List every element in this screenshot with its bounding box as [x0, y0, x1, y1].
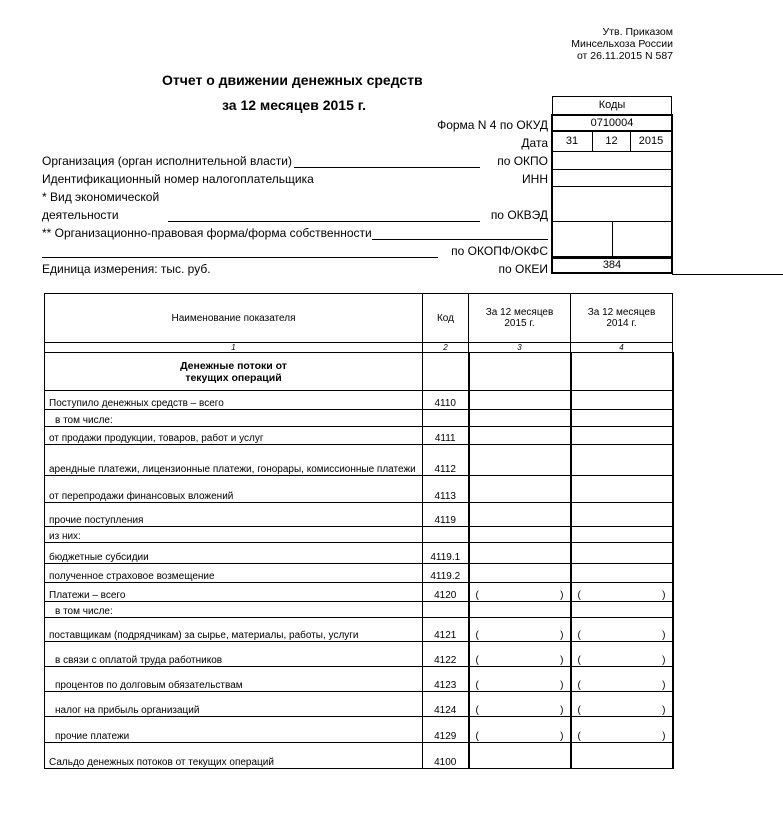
date-year[interactable]: 2015 — [638, 135, 664, 147]
table-row — [45, 667, 673, 692]
value-2015[interactable] — [469, 602, 571, 618]
legal-form-input-line-2[interactable] — [42, 257, 438, 258]
legal-form-label: ** Организационно-правовая форма/форма собственности — [42, 226, 372, 240]
table-row — [45, 445, 673, 476]
value-2014[interactable] — [571, 427, 673, 445]
header-2014 — [571, 294, 673, 343]
okved-cell[interactable] — [551, 187, 673, 222]
paren-wrapper — [578, 590, 666, 601]
value-2015[interactable] — [469, 618, 571, 642]
header-code: Код — [423, 294, 469, 343]
table-row — [45, 543, 673, 564]
page-edge-line — [672, 274, 783, 275]
paren-wrapper — [476, 655, 564, 666]
paren-close: ) — [560, 655, 564, 666]
org-label: Организация (орган исполнительной власти) — [42, 154, 292, 168]
row-name: в том числе: — [45, 602, 423, 618]
row-code: 4119.2 — [423, 564, 469, 583]
inn-text: Идентификационный номер налогоплательщика — [42, 172, 314, 186]
paren-close: ) — [662, 630, 666, 641]
paren-close: ) — [560, 705, 564, 716]
row-code — [423, 527, 469, 543]
value-2015[interactable] — [469, 583, 571, 602]
value-2014[interactable] — [571, 391, 673, 410]
value-2015[interactable] — [469, 353, 571, 391]
row-code: 4119.1 — [423, 543, 469, 564]
paren-close: ) — [560, 731, 564, 742]
value-2014[interactable] — [571, 564, 673, 583]
table-row — [45, 618, 673, 642]
row-name: из них: — [45, 527, 423, 543]
value-2015[interactable] — [469, 667, 571, 692]
paren-close: ) — [560, 590, 564, 601]
divider — [612, 222, 613, 257]
approval-note — [571, 26, 673, 62]
row-name: поставщикам (подрядчикам) за сырье, материалы, работы, услуги — [45, 618, 423, 642]
value-2015[interactable] — [469, 445, 571, 476]
row-code: 4123 — [423, 667, 469, 692]
paren-open: ( — [577, 630, 581, 641]
paren-close: ) — [662, 655, 666, 666]
header-indicator: Наименование показателя — [45, 294, 423, 343]
row-name: в связи с оплатой труда работников — [45, 642, 423, 667]
table-row — [45, 692, 673, 717]
report-period: за 12 месяцев 2015 г. — [222, 97, 367, 113]
row-code: 4110 — [423, 391, 469, 410]
org-input-line[interactable] — [294, 167, 480, 168]
row-code: 4119 — [423, 503, 469, 527]
value-2014[interactable] — [571, 743, 673, 769]
paren-open: ( — [475, 680, 479, 691]
okved-label: по ОКВЭД — [490, 208, 548, 222]
approval-line: Утв. Приказом — [602, 26, 673, 38]
paren-close: ) — [560, 680, 564, 691]
approval-line: от 26.11.2015 N 587 — [576, 50, 673, 62]
paren-close: ) — [662, 705, 666, 716]
paren-open: ( — [475, 731, 479, 742]
value-2014[interactable] — [571, 543, 673, 564]
inn-label: ИНН — [522, 172, 548, 186]
row-name: бюджетные субсидии — [45, 543, 423, 564]
row-code: 4112 — [423, 445, 469, 476]
value-2014[interactable] — [571, 602, 673, 618]
okpo-cell[interactable] — [551, 152, 673, 170]
paren-wrapper — [578, 680, 666, 691]
table-row — [45, 503, 673, 527]
row-code: 4122 — [423, 642, 469, 667]
value-2015[interactable] — [469, 410, 571, 427]
date-day[interactable]: 31 — [565, 135, 579, 147]
okei-label: по ОКЕИ — [498, 262, 548, 276]
table-header-row — [45, 294, 673, 343]
row-name: Платежи – всего — [45, 583, 423, 602]
table-row — [45, 527, 673, 543]
row-code: 4120 — [423, 583, 469, 602]
paren-close: ) — [662, 680, 666, 691]
okopf-label: по ОКОПФ/ОКФС — [451, 244, 548, 258]
value-2014[interactable] — [571, 667, 673, 692]
row-code — [423, 602, 469, 618]
col-num: 2 — [423, 343, 469, 353]
table-row — [45, 583, 673, 602]
row-name: прочие поступления — [45, 503, 423, 527]
codes-header-cell — [552, 96, 672, 115]
paren-wrapper — [476, 680, 564, 691]
section-title: Денежные потоки от текущих операций — [180, 359, 287, 384]
okpo-label: по ОКПО — [497, 154, 548, 168]
row-name: Сальдо денежных потоков от текущих операций — [45, 743, 423, 769]
value-2015[interactable] — [469, 543, 571, 564]
paren-open: ( — [577, 655, 581, 666]
cashflow-table — [44, 293, 674, 769]
paren-open: ( — [577, 680, 581, 691]
okei-cell[interactable] — [551, 257, 673, 274]
table-row — [45, 743, 673, 769]
header-2014-text: За 12 месяцев 2014 г. — [587, 307, 656, 329]
value-2015[interactable] — [469, 642, 571, 667]
row-code: 4129 — [423, 717, 469, 743]
col-num: 4 — [571, 343, 673, 353]
value-2014[interactable] — [571, 692, 673, 717]
value-2014[interactable] — [571, 503, 673, 527]
paren-open: ( — [475, 705, 479, 716]
inn-cell[interactable] — [551, 170, 673, 187]
value-2015[interactable] — [469, 391, 571, 410]
date-label: Дата — [521, 136, 548, 150]
value-2015[interactable] — [469, 427, 571, 445]
section-row — [45, 353, 673, 391]
value-2014[interactable] — [571, 583, 673, 602]
header-2015 — [469, 294, 571, 343]
table-row — [45, 602, 673, 618]
row-code: 4121 — [423, 618, 469, 642]
col-num: 3 — [469, 343, 571, 353]
value-2014[interactable] — [571, 618, 673, 642]
paren-wrapper — [476, 630, 564, 641]
row-name: в том числе: — [45, 410, 423, 427]
unit-label: Единица измерения: тыс. руб. — [42, 262, 211, 276]
value-2014[interactable] — [571, 410, 673, 427]
value-2015[interactable] — [469, 503, 571, 527]
value-2014[interactable] — [571, 445, 673, 476]
col-num: 1 — [45, 343, 423, 353]
value-2015[interactable] — [469, 476, 571, 503]
row-name: налог на прибыль организаций — [45, 692, 423, 717]
report-title: Отчет о движении денежных средств — [162, 72, 423, 88]
column-number-row — [45, 343, 673, 353]
value-2014[interactable] — [571, 476, 673, 503]
section-cell — [45, 353, 423, 391]
value-2015[interactable] — [469, 692, 571, 717]
row-code: 4113 — [423, 476, 469, 503]
table-row — [45, 564, 673, 583]
row-name: Поступило денежных средств – всего — [45, 391, 423, 410]
paren-close: ) — [662, 590, 666, 601]
row-code: 4124 — [423, 692, 469, 717]
value-2014[interactable] — [571, 353, 673, 391]
row-code — [423, 410, 469, 427]
table-row — [45, 642, 673, 667]
paren-wrapper — [476, 731, 564, 742]
paren-open: ( — [577, 705, 581, 716]
row-name: прочие платежи — [45, 717, 423, 743]
row-code: 4100 — [423, 743, 469, 769]
paren-wrapper — [578, 731, 666, 742]
value-2014[interactable] — [571, 527, 673, 543]
table-row — [45, 717, 673, 743]
form-label: Форма N 4 по ОКУД — [437, 118, 548, 132]
table-row — [45, 391, 673, 410]
paren-close: ) — [560, 630, 564, 641]
approval-line: Минсельхоза России — [571, 38, 673, 50]
row-name: процентов по долговым обязательствам — [45, 667, 423, 692]
row-code: 4111 — [423, 427, 469, 445]
paren-wrapper — [578, 705, 666, 716]
form-code: 0710004 — [590, 117, 634, 129]
paren-wrapper — [476, 705, 564, 716]
activity-label-1: * Вид экономической — [42, 190, 160, 204]
code-cell — [423, 353, 469, 391]
value-2015[interactable] — [469, 564, 571, 583]
table-row — [45, 427, 673, 445]
row-name: от продажи продукции, товаров, работ и услуг — [45, 427, 423, 445]
row-name: арендные платежи, лицензионные платежи, гонорары, комиссионные платежи — [45, 445, 423, 476]
date-month[interactable]: 12 — [605, 135, 618, 147]
header-2015-text: За 12 месяцев 2015 г. — [485, 307, 554, 329]
paren-open: ( — [577, 590, 581, 601]
activity-label-2: деятельности — [42, 208, 119, 222]
paren-wrapper — [578, 655, 666, 666]
paren-open: ( — [475, 655, 479, 666]
table-row — [45, 476, 673, 503]
value-2015[interactable] — [469, 743, 571, 769]
value-2014[interactable] — [571, 642, 673, 667]
paren-wrapper — [578, 630, 666, 641]
value-2014[interactable] — [571, 717, 673, 743]
table-row — [45, 410, 673, 427]
legal-form-input-line[interactable] — [372, 239, 548, 240]
activity-input-line[interactable] — [168, 221, 480, 222]
paren-wrapper — [476, 590, 564, 601]
paren-open: ( — [475, 590, 479, 601]
paren-close: ) — [662, 731, 666, 742]
okei-code: 384 — [602, 259, 622, 271]
row-name: полученное страховое возмещение — [45, 564, 423, 583]
row-name: от перепродажи финансовых вложений — [45, 476, 423, 503]
paren-open: ( — [475, 630, 479, 641]
value-2015[interactable] — [469, 717, 571, 743]
paren-open: ( — [577, 731, 581, 742]
form-code-cell[interactable] — [551, 114, 673, 132]
value-2015[interactable] — [469, 527, 571, 543]
codes-header: Коды — [598, 99, 626, 111]
